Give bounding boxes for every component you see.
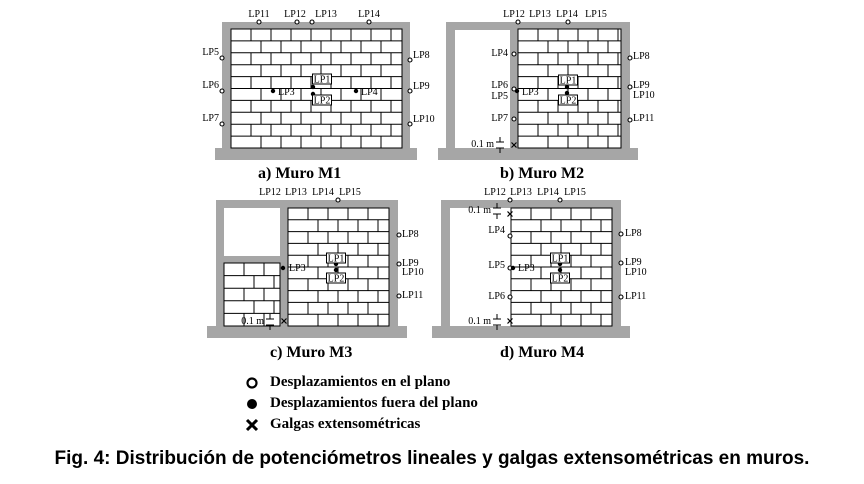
center-label: LP3: [289, 263, 306, 274]
in-plane-sensor-icon: [512, 52, 516, 56]
in-plane-sensor-icon: [408, 58, 412, 62]
in-plane-sensor-icon: [336, 198, 340, 202]
sensor-label: LP8: [633, 51, 650, 62]
in-plane-sensor-icon: [310, 20, 314, 24]
lp2-label: [313, 95, 332, 107]
sensor-label: LP5: [202, 47, 219, 58]
sensor-label: LP9: [633, 80, 650, 91]
in-plane-sensor-icon: [619, 295, 623, 299]
center-label: LP1: [313, 74, 331, 86]
center-label: LP2: [313, 95, 331, 107]
center-label: LP3: [522, 87, 539, 98]
sensor-label: LP8: [625, 228, 642, 239]
lp1-label: [559, 75, 578, 87]
center-label: LP1: [551, 253, 569, 265]
in-plane-sensor-icon: [408, 122, 412, 126]
sensor-label: LP12: [284, 9, 306, 20]
sensor-label: LP14: [358, 9, 380, 20]
in-plane-sensor-icon: [367, 20, 371, 24]
sensor-label: LP4: [491, 48, 508, 59]
sensor-label: LP11: [402, 290, 424, 301]
in-plane-sensor-icon: [512, 117, 516, 121]
in-plane-sensor-icon: [220, 56, 224, 60]
panel-title: d) Muro M4: [500, 344, 585, 361]
sensor-label: LP14: [537, 187, 559, 198]
out-of-plane-sensor-icon: [515, 89, 519, 93]
sensor-label: LP8: [402, 229, 419, 240]
out-of-plane-sensor-icon: [281, 266, 285, 270]
sensor-label: LP9: [402, 258, 419, 269]
legend-text: Desplazamientos en el plano: [270, 374, 451, 390]
panel-muro-m1: [202, 9, 434, 182]
in-plane-sensor-icon: [220, 122, 224, 126]
sensor-label: LP12: [259, 187, 281, 198]
gauge-length-label: 0.1 m: [468, 316, 491, 327]
filled-circle-icon: [244, 395, 262, 413]
sensor-label: LP7: [202, 113, 219, 124]
sensor-label: LP5: [488, 260, 505, 271]
legend-item-out-of-plane: [244, 393, 478, 414]
in-plane-sensor-icon: [397, 262, 401, 266]
in-plane-sensor-icon: [619, 261, 623, 265]
open-circle-icon: [244, 374, 262, 392]
lp2-label: [551, 273, 570, 285]
out-of-plane-sensor-icon: [271, 89, 275, 93]
center-label: LP2: [559, 95, 577, 107]
lp2-label: [327, 273, 346, 285]
panel-title: b) Muro M2: [500, 165, 585, 182]
in-plane-sensor-icon: [628, 85, 632, 89]
foundation-beam: [438, 148, 638, 160]
in-plane-sensor-icon: [628, 56, 632, 60]
legend-item-strain-gauges: [244, 414, 478, 435]
sensor-label: LP11: [633, 113, 655, 124]
in-plane-sensor-icon: [508, 295, 512, 299]
gauge-length-label: 0.1 m: [471, 139, 494, 150]
sensor-label: LP15: [585, 9, 607, 20]
lp1-label: [327, 253, 346, 265]
panel-muro-m4: [432, 187, 647, 361]
panel-title: c) Muro M3: [270, 344, 353, 361]
sensor-label: LP14: [556, 9, 578, 20]
in-plane-sensor-icon: [516, 20, 520, 24]
sensor-label: LP6: [491, 80, 508, 91]
gauge-length-label: 0.1 m: [468, 205, 491, 216]
center-label: LP3: [278, 87, 295, 98]
in-plane-sensor-icon: [508, 234, 512, 238]
cross-icon: [244, 416, 262, 434]
sensor-label: LP10: [633, 90, 655, 101]
sensor-label: LP13: [529, 9, 551, 20]
sensor-label: LP9: [413, 81, 430, 92]
center-label: LP3: [518, 263, 535, 274]
sensor-label: LP10: [402, 267, 424, 278]
sensor-label: LP11: [248, 9, 270, 20]
in-plane-sensor-icon: [508, 198, 512, 202]
out-of-plane-sensor-icon: [558, 268, 562, 272]
out-of-plane-sensor-icon: [354, 89, 358, 93]
in-plane-sensor-icon: [397, 294, 401, 298]
legend-item-in-plane: [244, 372, 478, 393]
out-of-plane-sensor-icon: [334, 268, 338, 272]
in-plane-sensor-icon: [220, 89, 224, 93]
panel-muro-m3: [207, 187, 424, 361]
center-label: LP2: [327, 273, 345, 285]
in-plane-sensor-icon: [257, 20, 261, 24]
sensor-label: LP10: [413, 114, 435, 125]
sensor-label: LP8: [413, 50, 430, 61]
sensor-label: LP13: [315, 9, 337, 20]
legend: [244, 372, 478, 435]
legend-text: Desplazamientos fuera del plano: [270, 395, 478, 411]
in-plane-sensor-icon: [628, 118, 632, 122]
panel-title: a) Muro M1: [258, 165, 342, 182]
sensor-label: LP6: [202, 80, 219, 91]
foundation-beam: [432, 326, 630, 338]
center-label: LP4: [361, 87, 378, 98]
window-opening: [224, 208, 280, 256]
legend-text: Galgas extensométricas: [270, 416, 421, 432]
sensor-label: LP13: [510, 187, 532, 198]
sensor-label: LP15: [564, 187, 586, 198]
in-plane-sensor-icon: [295, 20, 299, 24]
lp1-label: [313, 74, 332, 86]
in-plane-sensor-icon: [566, 20, 570, 24]
center-label: LP2: [551, 273, 569, 285]
sensor-label: LP6: [488, 291, 505, 302]
center-label: LP1: [559, 75, 577, 87]
in-plane-sensor-icon: [558, 198, 562, 202]
foundation-beam: [207, 326, 407, 338]
figure-caption: Fig. 4: Distribución de potenciómetros lineales y galgas extensométricas en muros.: [54, 448, 810, 469]
lp2-label: [559, 95, 578, 107]
sensor-label: LP11: [625, 291, 647, 302]
gauge-length-label: 0.1 m: [241, 316, 264, 327]
sensor-label: LP7: [491, 113, 508, 124]
sensor-label: LP15: [339, 187, 361, 198]
sensor-label: LP12: [484, 187, 506, 198]
center-label: LP1: [327, 253, 345, 265]
sensor-label: LP10: [625, 267, 647, 278]
lp1-label: [551, 253, 570, 265]
sensor-label: LP9: [625, 257, 642, 268]
sensor-label: LP4: [488, 225, 505, 236]
in-plane-sensor-icon: [397, 233, 401, 237]
out-of-plane-sensor-icon: [511, 266, 515, 270]
panel-muro-m2: [438, 9, 655, 182]
foundation-beam: [215, 148, 417, 160]
sensor-label: LP12: [503, 9, 525, 20]
sensor-label: LP13: [285, 187, 307, 198]
sensor-label: LP5: [491, 91, 508, 102]
sensor-label: LP14: [312, 187, 334, 198]
in-plane-sensor-icon: [619, 232, 623, 236]
in-plane-sensor-icon: [408, 89, 412, 93]
